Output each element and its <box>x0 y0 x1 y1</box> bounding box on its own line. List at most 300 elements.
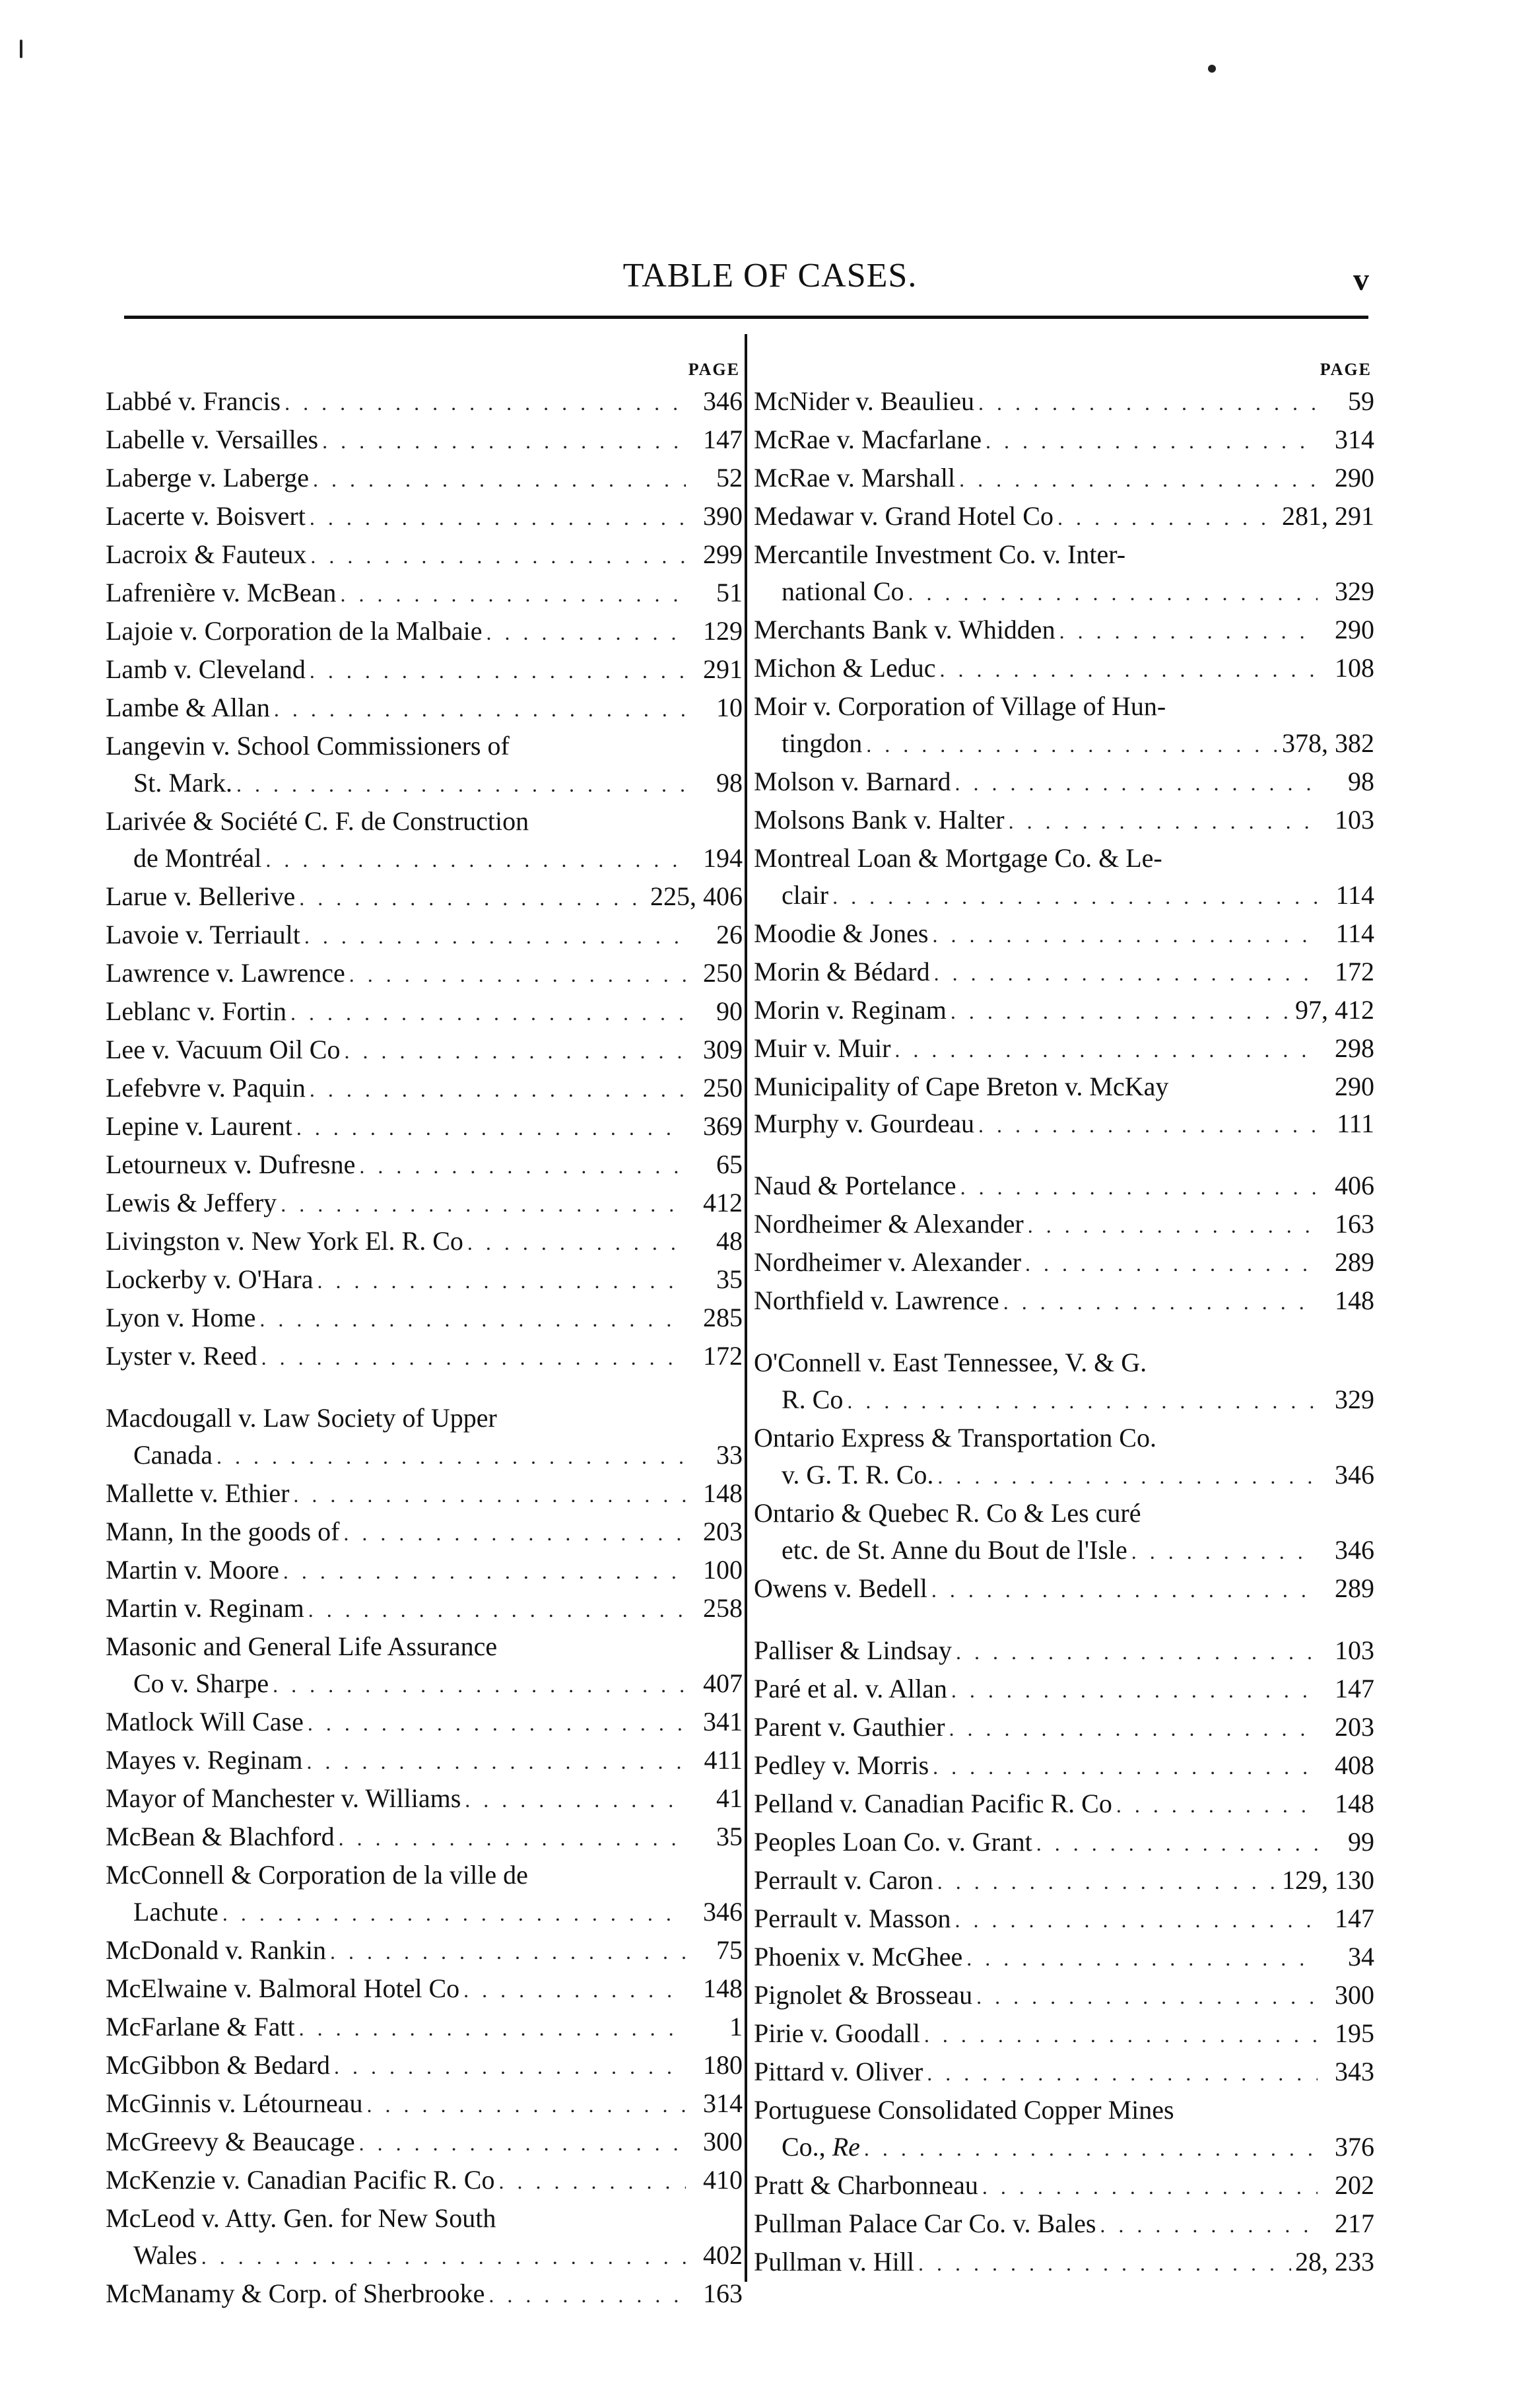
scan-speck <box>1208 65 1216 73</box>
dot-leader <box>976 1978 1318 2015</box>
dot-leader <box>949 1710 1318 1747</box>
page-ref: 65 <box>716 1149 743 1179</box>
case-entry <box>106 2123 743 2162</box>
case-entry <box>106 1299 743 1338</box>
case-line <box>106 1628 743 1665</box>
page-ref: 369 <box>703 1111 743 1141</box>
page-ref: 412 <box>703 1188 743 1217</box>
case-line <box>106 1818 743 1857</box>
page-ref: 407 <box>703 1668 743 1698</box>
page-ref: 378, 382 <box>1282 728 1374 758</box>
dot-leader <box>273 1666 686 1703</box>
dot-leader <box>918 2245 1291 2282</box>
case-name-continued <box>133 1437 213 1474</box>
page-ref: 100 <box>703 1555 743 1585</box>
dot-leader <box>934 955 1318 992</box>
case-name: Pullman Palace Car Co. v. Bales <box>754 2209 1096 2238</box>
page-ref: 52 <box>716 463 743 493</box>
case-name-text: de Montréal <box>133 843 262 873</box>
case-entry <box>106 1261 743 1299</box>
case-name: Lee v. Vacuum Oil Co <box>106 1035 341 1064</box>
case-entry <box>106 1742 743 1780</box>
case-entry <box>754 1938 1374 1977</box>
case-name: Moodie & Jones <box>754 918 929 948</box>
case-entry <box>106 383 743 421</box>
case-line <box>754 1167 1374 1206</box>
page-ref: 250 <box>703 958 743 988</box>
dot-leader <box>339 1820 686 1857</box>
page-ref: 35 <box>716 1264 743 1294</box>
case-line <box>106 1437 743 1475</box>
case-name: Peoples Loan Co. v. Grant <box>754 1827 1032 1857</box>
page-ref: 48 <box>716 1226 743 1256</box>
case-entry <box>754 1785 1374 1824</box>
page-ref: 172 <box>703 1341 743 1371</box>
case-line <box>106 1146 743 1184</box>
case-entry <box>106 2085 743 2123</box>
page-number: v <box>1353 262 1369 297</box>
case-name: Muir v. Muir <box>754 1033 891 1063</box>
case-line <box>754 1900 1374 1938</box>
case-line <box>754 802 1374 840</box>
case-list-right <box>754 383 1374 2282</box>
case-name: Pedley v. Morris <box>754 1750 929 1780</box>
page-ref: 148 <box>703 1478 743 1508</box>
case-name: Mann, In the goods of <box>106 1517 340 1546</box>
case-line <box>754 1532 1374 1570</box>
dot-leader <box>293 1476 686 1513</box>
dot-leader <box>308 1705 686 1742</box>
case-name: McGinnis v. Létourneau <box>106 2088 363 2118</box>
page-ref: 329 <box>1335 1385 1374 1414</box>
dot-leader <box>940 651 1318 688</box>
case-line <box>106 803 743 840</box>
case-name: Labbé v. Francis <box>106 386 281 416</box>
case-line <box>754 1785 1374 1824</box>
dot-leader <box>486 614 686 651</box>
dot-leader <box>265 841 686 878</box>
case-name: Montreal Loan & Mortgage Co. & Le- <box>754 843 1162 873</box>
case-entry <box>106 1400 743 1475</box>
dot-leader <box>281 1186 686 1223</box>
case-name-italic: Re <box>832 2132 860 2162</box>
case-entry <box>106 689 743 728</box>
case-name: Lamb v. Cleveland <box>106 654 306 684</box>
page-ref: 33 <box>716 1440 743 1470</box>
case-entry <box>106 1338 743 1376</box>
case-line <box>754 992 1374 1030</box>
page-ref: 250 <box>703 1073 743 1103</box>
case-name-text: etc. de St. Anne du Bout de l'Isle <box>782 1535 1127 1565</box>
case-line <box>754 1570 1374 1608</box>
dot-leader <box>345 1033 686 1070</box>
case-entry <box>754 953 1374 992</box>
case-line <box>106 1475 743 1513</box>
case-entry <box>106 1932 743 1970</box>
case-entry <box>754 2092 1374 2167</box>
case-entry <box>106 2047 743 2085</box>
page-ref: 35 <box>716 1822 743 1851</box>
case-entry <box>754 1632 1374 1670</box>
dot-leader <box>932 916 1318 953</box>
case-name-text: Canada <box>133 1440 213 1470</box>
scan-speck <box>20 40 22 58</box>
case-line <box>754 1632 1374 1670</box>
case-name: Mallette v. Ethier <box>106 1478 290 1508</box>
case-name-text: v. G. T. R. Co. <box>782 1460 934 1490</box>
case-entry <box>106 1031 743 1070</box>
case-entry <box>106 460 743 498</box>
case-line <box>106 1513 743 1552</box>
dot-leader <box>864 2130 1318 2167</box>
right-column <box>754 357 1374 2282</box>
dot-leader <box>924 2016 1318 2053</box>
dot-leader <box>498 2163 686 2200</box>
case-entry <box>754 1495 1374 1570</box>
case-entry <box>106 651 743 689</box>
case-name-text: R. Co <box>782 1385 844 1414</box>
case-entry <box>754 421 1374 460</box>
case-line <box>754 573 1374 611</box>
page-ref: 203 <box>1335 1712 1374 1742</box>
case-name-continued <box>782 1456 933 1493</box>
case-line <box>106 2123 743 2162</box>
page-ref: 28, 233 <box>1295 2247 1374 2277</box>
page-ref: 114 <box>1335 918 1374 948</box>
case-name: Michon & Leduc <box>754 653 936 683</box>
case-line <box>106 536 743 574</box>
page-ref: 203 <box>703 1517 743 1546</box>
page-ref: 148 <box>1335 1285 1374 1315</box>
case-line <box>106 1857 743 1894</box>
case-entry <box>754 763 1374 802</box>
case-entry <box>106 536 743 574</box>
case-name: Nordheimer & Alexander <box>754 1209 1024 1239</box>
case-line <box>106 1665 743 1703</box>
case-name-text: Co v. Sharpe <box>133 1668 269 1698</box>
dot-leader <box>310 537 686 574</box>
case-name-text: clair <box>782 880 829 910</box>
case-entry <box>106 803 743 878</box>
dot-leader <box>1009 803 1318 840</box>
case-name: Merchants Bank v. Whidden <box>754 615 1055 644</box>
case-name-continued <box>133 1894 218 1931</box>
dot-leader <box>310 1071 686 1108</box>
case-line <box>754 1977 1374 2015</box>
case-name: Mayor of Manchester v. Williams <box>106 1783 461 1813</box>
case-name: Larivée & Société C. F. de Construction <box>106 806 529 836</box>
case-entry <box>754 1420 1374 1495</box>
page-ref: 285 <box>703 1303 743 1332</box>
case-entry <box>106 1857 743 1932</box>
case-line <box>106 689 743 728</box>
case-line <box>106 1742 743 1780</box>
case-name-continued <box>133 840 261 877</box>
case-name: Owens v. Bedell <box>754 1573 927 1603</box>
case-entry <box>106 1184 743 1223</box>
case-name: Lefebvre v. Paquin <box>106 1073 306 1103</box>
case-entry <box>754 650 1374 688</box>
page-ref: 217 <box>1335 2209 1374 2238</box>
dot-leader <box>465 1781 686 1818</box>
case-line <box>754 650 1374 688</box>
case-line <box>754 383 1374 421</box>
case-name-continued <box>782 573 904 610</box>
case-line <box>106 1338 743 1376</box>
case-line <box>106 993 743 1031</box>
page-ref: 129, 130 <box>1282 1865 1374 1895</box>
case-line <box>106 1031 743 1070</box>
page-ref: 314 <box>703 2088 743 2118</box>
case-line <box>106 1223 743 1261</box>
case-line <box>106 2008 743 2047</box>
case-line <box>106 1552 743 1590</box>
case-name: Pratt & Charbonneau <box>754 2170 978 2200</box>
case-line <box>754 1862 1374 1900</box>
case-line <box>106 2200 743 2237</box>
case-name-continued <box>782 1532 1127 1569</box>
case-list-left <box>106 383 743 2313</box>
case-name: Phoenix v. McGhee <box>754 1942 963 1971</box>
page-ref: 290 <box>1335 1072 1374 1101</box>
case-entry <box>106 916 743 955</box>
case-name: Matlock Will Case <box>106 1707 304 1736</box>
dot-leader <box>1100 2207 1318 2244</box>
page-ref: 97, 412 <box>1295 995 1374 1025</box>
case-name: Laberge v. Laberge <box>106 463 309 493</box>
case-name: McKenzie v. Canadian Pacific R. Co <box>106 2165 495 2195</box>
case-entry <box>754 802 1374 840</box>
case-entry <box>106 498 743 536</box>
case-entry <box>754 460 1374 498</box>
dot-leader <box>463 1971 686 2008</box>
page-ref: 410 <box>703 2165 743 2195</box>
case-name: Lacroix & Fauteux <box>106 539 307 569</box>
case-line <box>106 1970 743 2008</box>
case-name: Municipality of Cape Breton v. McKay <box>754 1072 1169 1101</box>
case-name: McBean & Blachford <box>106 1822 335 1851</box>
dot-leader <box>1028 1207 1318 1244</box>
case-name: Leblanc v. Fortin <box>106 996 287 1026</box>
case-name: Pittard v. Oliver <box>754 2057 923 2086</box>
dot-leader <box>317 1262 686 1299</box>
page-ref: 300 <box>703 2127 743 2156</box>
page-ref: 298 <box>1335 1033 1374 1063</box>
case-line <box>754 1938 1374 1977</box>
dot-leader <box>937 1458 1318 1495</box>
page-ref: 390 <box>703 501 743 531</box>
case-name: Langevin v. School Commissioners of <box>106 731 510 761</box>
dot-leader <box>832 878 1318 915</box>
page-ref: 129 <box>703 616 743 646</box>
case-entry <box>754 1862 1374 1900</box>
case-name-text: Wales <box>133 2240 197 2270</box>
case-entry <box>106 1070 743 1108</box>
dot-leader <box>933 1748 1318 1785</box>
case-name: Nordheimer v. Alexander <box>754 1247 1022 1277</box>
page-ref: 148 <box>1335 1789 1374 1818</box>
page-ref: 98 <box>1348 767 1374 796</box>
page-ref: 51 <box>716 578 743 607</box>
dot-leader <box>1131 1533 1318 1570</box>
dot-leader <box>340 576 686 613</box>
dot-leader <box>982 2168 1318 2205</box>
case-line <box>106 2047 743 2085</box>
page-ref: 225, 406 <box>650 881 743 911</box>
dot-leader <box>322 423 686 460</box>
case-name-continued <box>133 2237 197 2274</box>
page-ref: 346 <box>703 386 743 416</box>
case-name: Larue v. Bellerive <box>106 881 296 911</box>
dot-leader <box>488 2277 686 2313</box>
case-line <box>754 536 1374 573</box>
case-line <box>106 1780 743 1818</box>
case-name-continued <box>782 725 862 762</box>
dot-leader <box>290 994 686 1031</box>
page-ref: 290 <box>1335 463 1374 493</box>
page-ref: 290 <box>1335 615 1374 644</box>
case-name: Medawar v. Grand Hotel Co <box>754 501 1054 531</box>
dot-leader <box>866 726 1278 763</box>
dot-leader <box>343 1515 686 1552</box>
case-line <box>754 725 1374 763</box>
case-name: Lacerte v. Boisvert <box>106 501 306 531</box>
case-name-text: national Co <box>782 576 904 606</box>
case-line <box>754 460 1374 498</box>
case-line <box>754 421 1374 460</box>
case-entry <box>754 2015 1374 2053</box>
case-name: Morin v. Reginam <box>754 995 947 1025</box>
page-ref: 99 <box>1348 1827 1374 1857</box>
dot-leader <box>285 384 686 421</box>
dot-leader <box>201 2238 686 2275</box>
case-name: Mayes v. Reginam <box>106 1745 303 1775</box>
page-ref: 300 <box>1335 1980 1374 2010</box>
case-name-text: Lachute <box>133 1897 218 1927</box>
dot-leader <box>306 1743 686 1780</box>
case-line <box>754 1381 1374 1420</box>
case-line <box>754 1670 1374 1709</box>
page-ref: 258 <box>703 1593 743 1623</box>
case-name: Lewis & Jeffery <box>106 1188 277 1217</box>
dot-leader <box>261 1339 686 1376</box>
left-column <box>106 357 743 2313</box>
case-entry <box>754 2205 1374 2244</box>
case-entry <box>106 1628 743 1703</box>
case-name: Letourneux v. Dufresne <box>106 1149 356 1179</box>
case-entry <box>754 498 1374 536</box>
case-name: Northfield v. Lawrence <box>754 1285 999 1315</box>
dot-leader <box>937 1863 1278 1900</box>
case-entry <box>106 1223 743 1261</box>
case-name: Portuguese Consolidated Copper Mines <box>754 2095 1174 2125</box>
dot-leader <box>966 1940 1318 1977</box>
page-ref: 195 <box>1335 2018 1374 2048</box>
page-ref: 103 <box>1335 805 1374 835</box>
case-name: Parent v. Gauthier <box>754 1712 945 1742</box>
case-name: Paré et al. v. Allan <box>754 1674 947 1703</box>
case-line <box>754 877 1374 915</box>
case-name: McDonald v. Rankin <box>106 1935 327 1965</box>
page-ref: 59 <box>1348 386 1374 416</box>
case-line <box>754 763 1374 802</box>
page-ref: 148 <box>703 1973 743 2003</box>
dot-leader <box>908 574 1318 611</box>
case-entry <box>754 1709 1374 1747</box>
case-entry <box>106 1703 743 1742</box>
case-name: McRae v. Marshall <box>754 463 956 493</box>
page-ref: 41 <box>716 1783 743 1813</box>
page-ref: 34 <box>1348 1942 1374 1971</box>
page-ref: 341 <box>703 1707 743 1736</box>
dot-leader <box>954 765 1318 802</box>
case-name: Martin v. Moore <box>106 1555 279 1585</box>
case-name: Mercantile Investment Co. v. Inter- <box>754 539 1126 569</box>
case-name: McElwaine v. Balmoral Hotel Co <box>106 1973 460 2003</box>
case-line <box>754 2053 1374 2092</box>
case-name: Pignolet & Brosseau <box>754 1980 973 2010</box>
case-name: Lepine v. Laurent <box>106 1111 292 1141</box>
case-entry <box>754 1747 1374 1785</box>
case-entry <box>106 2008 743 2047</box>
case-line <box>106 1299 743 1338</box>
case-name: Macdougall v. Law Society of Upper <box>106 1403 497 1433</box>
page-ref: 402 <box>703 2240 743 2270</box>
case-name: McFarlane & Fatt <box>106 2012 295 2041</box>
page-ref: 103 <box>1335 1635 1374 1665</box>
case-line <box>106 498 743 536</box>
case-entry <box>106 2200 743 2275</box>
page-ref: 98 <box>716 768 743 798</box>
page-ref: 329 <box>1335 576 1374 606</box>
case-name: Lavoie v. Terriault <box>106 920 300 949</box>
dot-leader <box>217 1438 686 1475</box>
page-ref: 343 <box>1335 2057 1374 2086</box>
case-name: McNider v. Beaulieu <box>754 386 974 416</box>
case-line <box>754 2244 1374 2282</box>
page-ref: 309 <box>703 1035 743 1064</box>
case-line <box>106 2237 743 2275</box>
case-line <box>106 2162 743 2200</box>
case-line <box>106 840 743 878</box>
case-entry <box>754 1068 1374 1105</box>
page-ref: 408 <box>1335 1750 1374 1780</box>
case-name-continued <box>133 765 232 802</box>
case-name-continued <box>133 1665 269 1702</box>
case-name: McGibbon & Bedard <box>106 2050 330 2080</box>
page-ref: 108 <box>1335 653 1374 683</box>
case-entry <box>754 2167 1374 2205</box>
case-entry <box>754 1344 1374 1420</box>
dot-leader <box>299 879 646 916</box>
case-line <box>754 1420 1374 1456</box>
dot-leader <box>274 691 686 728</box>
dot-leader <box>308 1591 686 1628</box>
case-name: Labelle v. Versailles <box>106 425 319 454</box>
case-line <box>754 2129 1374 2167</box>
case-line <box>754 915 1374 953</box>
case-line <box>106 1703 743 1742</box>
case-line <box>106 421 743 460</box>
case-name: Lafrenière v. McBean <box>106 578 337 607</box>
case-entry <box>106 1146 743 1184</box>
dot-leader <box>467 1224 686 1261</box>
page-ref: 376 <box>1335 2132 1374 2162</box>
case-line <box>106 728 743 765</box>
case-name: McGreevy & Beaucage <box>106 2127 355 2156</box>
dot-leader <box>313 461 686 498</box>
case-line <box>754 1206 1374 1244</box>
